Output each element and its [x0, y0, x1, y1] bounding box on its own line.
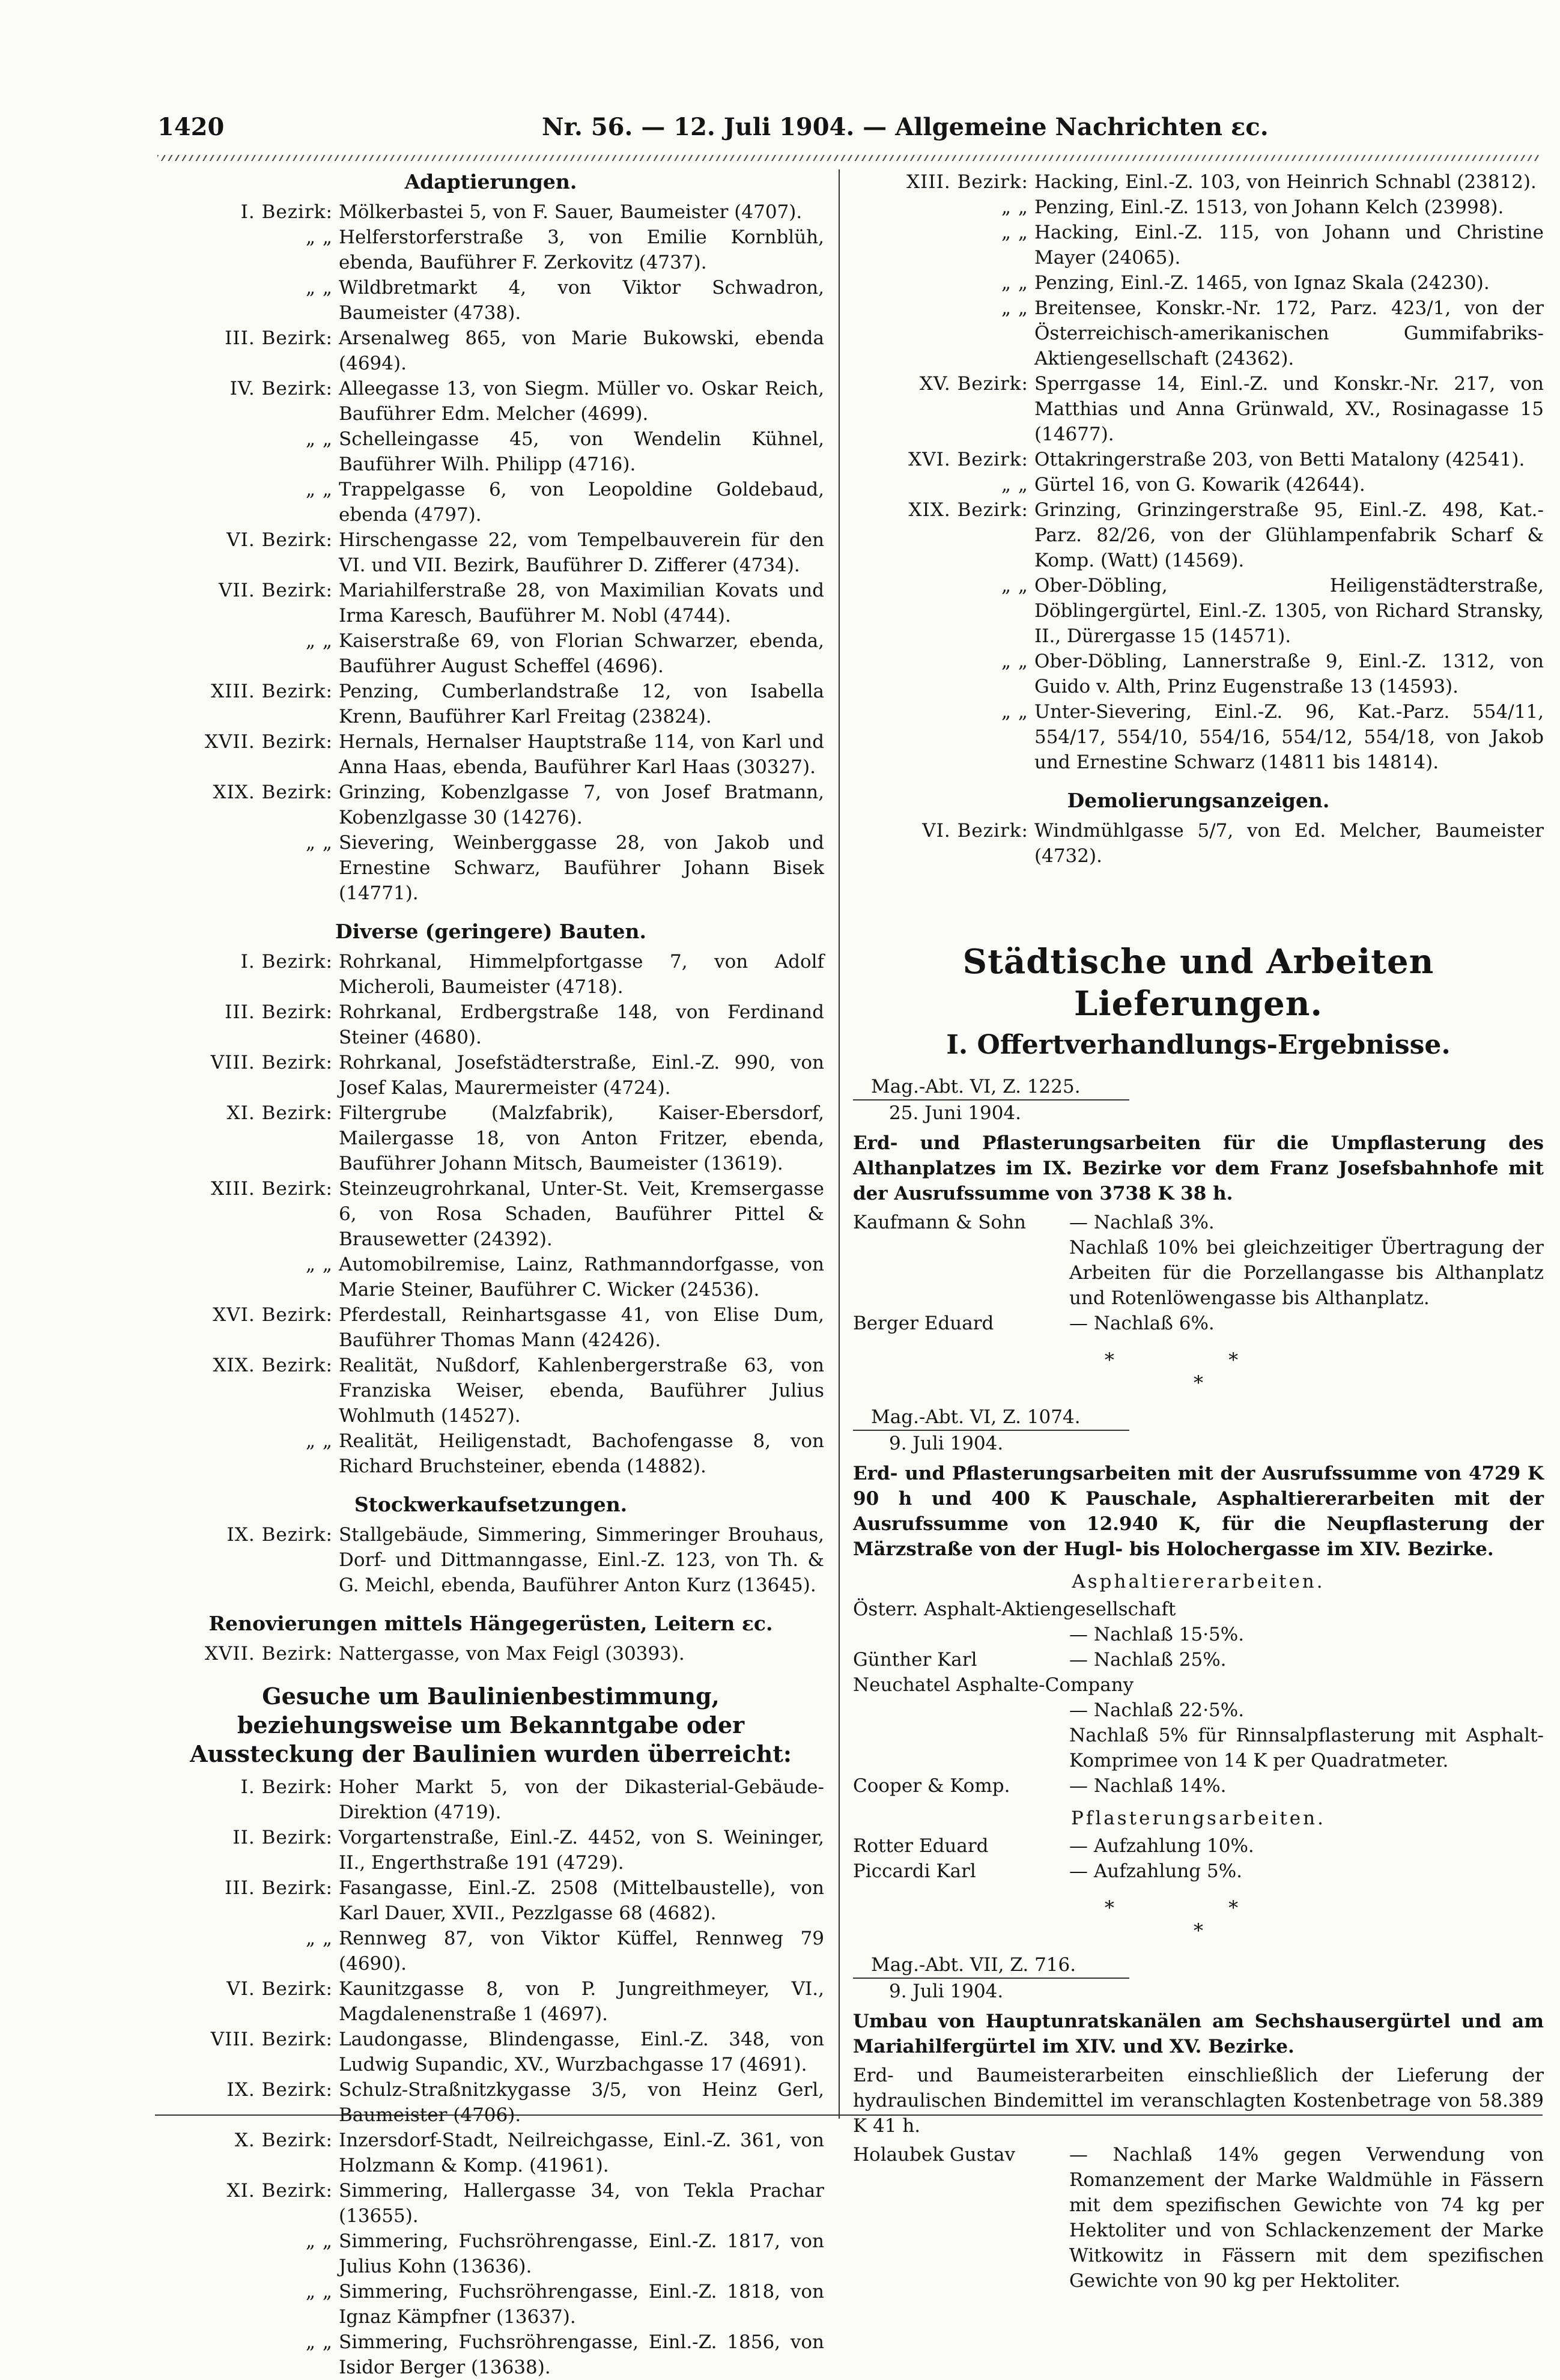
entry-row	[157, 830, 824, 906]
district-label: „ „	[1001, 297, 1028, 319]
entry-row	[157, 1875, 824, 1926]
entry-row	[853, 472, 1544, 497]
block3-firms	[853, 2142, 1544, 2293]
entry-row	[157, 780, 824, 830]
entry-row	[157, 1302, 824, 1353]
entry-text: Windmühlgasse 5/7, von Ed. Melcher, Baumeister (4732).	[1034, 820, 1544, 867]
district-label: VI. Bezirk:	[922, 820, 1028, 842]
firm-name	[853, 1235, 1069, 1311]
entry-row	[157, 679, 824, 729]
entry-row	[157, 275, 824, 326]
district-label: IX. Bezirk:	[226, 1524, 333, 1546]
entry-row	[157, 2279, 824, 2330]
entry-text: Kaiserstraße 69, von Florian Schwarzer, ebenda, Bauführer August Scheffel (4696).	[339, 630, 824, 677]
entry-row	[157, 477, 824, 527]
district-label: III. Bezirk:	[225, 327, 333, 349]
entry-row	[157, 1050, 824, 1100]
district-label: I. Bezirk:	[240, 201, 333, 223]
stockwerk-list	[157, 1522, 824, 1598]
entry-row	[157, 1522, 824, 1598]
entry-text: Sievering, Weinberggasse 28, von Jakob und Ernestine Schwarz, Bauführer Johann Bisek (14771).	[339, 832, 824, 904]
district-label: II. Bezirk:	[232, 1827, 333, 1848]
district-label: XV. Bezirk:	[919, 373, 1028, 395]
entry-text: Schelleingasse 45, von Wendelin Kühnel, Bauführer Wilh. Philipp (4716).	[339, 428, 824, 475]
entry-text: Penzing, Cumberlandstraße 12, von Isabella Krenn, Bauführer Karl Freitag (23824).	[339, 681, 824, 727]
entry-row	[157, 1976, 824, 2027]
firm-result: — Nachlaß 22·5%.	[1069, 1699, 1245, 1721]
entry-text: Gürtel 16, von G. Kowarik (42644).	[1034, 474, 1365, 496]
firm-result: — Nachlaß 14% gegen Verwendung von Romanzement der Marke Waldmühle in Fässern mit dem spezifischen Gewichte von 74 kg per Hektoliter und von Schlackenzement der Marke Witkowitz in Fässern mit dem spezifischen Gewichte von 90 kg per Hektoliter.	[1069, 2144, 1544, 2292]
firm-result: — Nachlaß 3%.	[1069, 1212, 1215, 1233]
firm-row	[853, 1773, 1544, 1799]
entry-row	[157, 1000, 824, 1050]
entry-row	[157, 1641, 824, 1666]
entry-text: Rohrkanal, Erdbergstraße 148, von Ferdinand Steiner (4680).	[339, 1001, 824, 1048]
district-label: „ „	[1001, 474, 1028, 496]
entry-text: Wildbretmarkt 4, von Viktor Schwadron, Baumeister (4738).	[339, 277, 824, 324]
entry-text: Grinzing, Kobenzlgasse 7, von Josef Bratmann, Kobenzlgasse 30 (14276).	[339, 782, 824, 828]
firm-row	[853, 1647, 1544, 1672]
entry-text: Mölkerbastei 5, von F. Sauer, Baumeister (4707).	[339, 201, 803, 223]
entry-text: Simmering, Fuchsröhrengasse, Einl.-Z. 1817, von Julius Kohn (13636).	[339, 2230, 824, 2277]
firm-name: Neuchatel Asphalte-Company	[853, 1674, 1134, 1696]
district-label: VIII. Bezirk:	[210, 2029, 333, 2050]
block1-description: Erd- und Pflasterungsarbeiten für die Umpflasterung des Althanplatzes im IX. Bezirke vor dem Franz Josefsbahnhofe mit der Ausrufssumme von 3738 K 38 h.	[853, 1132, 1544, 1204]
block3-ref: Mag.-Abt. VII, Z. 716.	[853, 1952, 1129, 1979]
entry-row	[157, 326, 824, 376]
section-title-stockwerk: Stockwerkaufsetzungen.	[354, 1493, 628, 1516]
entry-text: Nattergasse, von Max Feigl (30393).	[339, 1643, 685, 1665]
entry-text: Stallgebäude, Simmering, Simmeringer Brouhaus, Dorf- und Dittmanngasse, Einl.-Z. 123, von Th. & G. Meichl, ebenda, Bauführer Anton Kurz (13645).	[339, 1524, 824, 1596]
firm-name: Berger Eduard	[853, 1313, 994, 1334]
entry-row	[157, 2178, 824, 2229]
entry-text: Automobilremise, Lainz, Rathmanndorfgasse, von Marie Steiner, Bauführer C. Wicker (24536).	[339, 1254, 824, 1301]
entry-row	[157, 2229, 824, 2279]
renovierungen-list	[157, 1641, 824, 1666]
main-title: Städtische und Arbeiten Lieferungen.	[962, 942, 1434, 1024]
firm-name: Rotter Eduard	[853, 1835, 989, 1857]
firm-row	[853, 1698, 1544, 1723]
block3-date: 9. Juli 1904.	[889, 1981, 1004, 2002]
section-title-gesuche: Gesuche um Baulinienbestimmung, beziehungsweise um Bekanntgabe oder Aussteckung der Baulinien wurden überreicht:	[190, 1683, 792, 1767]
district-label: „ „	[306, 277, 333, 299]
entry-row	[157, 225, 824, 275]
entry-row	[157, 1353, 824, 1428]
page-header	[157, 113, 1398, 149]
entry-text: Rohrkanal, Himmelpfortgasse 7, von Adolf Micheroli, Baumeister (4718).	[339, 951, 824, 998]
entry-row	[853, 195, 1544, 220]
firm-result: — Nachlaß 14%.	[1069, 1775, 1227, 1797]
entry-row	[853, 573, 1544, 649]
block2-sub1: Asphaltiererarbeiten.	[1072, 1571, 1325, 1592]
district-label: X. Bezirk:	[234, 2130, 333, 2151]
entry-row	[157, 1252, 824, 1302]
firm-result	[1198, 1597, 1544, 1622]
entry-text: Realität, Nußdorf, Kahlenbergerstraße 63, von Franziska Weiser, ebenda, Bauführer Julius Wohlmuth (14527).	[339, 1355, 824, 1427]
entry-row	[853, 699, 1544, 775]
entry-text: Filtergrube (Malzfabrik), Kaiser-Ebersdorf, Mailergasse 18, von Anton Fritzer, ebenda, Bauführer Johann Mitsch, Baumeister (13619).	[339, 1102, 824, 1174]
block2-firms2	[853, 1833, 1544, 1884]
entry-row	[157, 1176, 824, 1252]
entry-text: Breitensee, Konskr.-Nr. 172, Parz. 423/1, von der Österreichisch-amerikanischen Gummifabriks-Aktiengesellschaft (24362).	[1034, 297, 1544, 369]
district-label: XIX. Bezirk:	[213, 1355, 333, 1376]
right-top-list	[853, 169, 1544, 775]
district-label: VI. Bezirk:	[226, 529, 333, 551]
entry-text: Laudongasse, Blindengasse, Einl.-Z. 348, von Ludwig Supandic, XV., Wurzbachgasse 17 (4691).	[339, 2029, 824, 2075]
entry-row	[157, 427, 824, 477]
firm-row	[853, 1311, 1544, 1336]
firm-result: — Nachlaß 6%.	[1069, 1313, 1215, 1334]
entry-row	[157, 1774, 824, 1825]
district-label: VII. Bezirk:	[218, 580, 333, 601]
section-title-demolierung: Demolierungsanzeigen.	[1067, 789, 1330, 812]
diverse-list	[157, 949, 824, 1479]
district-label: IV. Bezirk:	[229, 378, 333, 399]
district-label: XIII. Bezirk:	[211, 681, 333, 702]
district-label: „ „	[306, 479, 333, 500]
entry-row	[157, 729, 824, 780]
block2-description: Erd- und Pflasterungsarbeiten mit der Ausrufssumme von 4729 K 90 h und 400 K Pauschale, Asphaltiererarbeiten mit der Ausrufssumme von 12.940 K, für die Neupflasterung der Märzstraße von der Hugl- bis Holochergasse im XIV. Bezirke.	[853, 1463, 1544, 1560]
district-label: „ „	[1001, 222, 1028, 243]
entry-text: Ottakringerstraße 203, von Betti Matalony (42541).	[1034, 449, 1525, 470]
firm-row	[853, 1622, 1544, 1647]
block1-date: 25. Juni 1904.	[889, 1102, 1022, 1124]
firm-result	[1198, 1672, 1544, 1698]
header-rule	[157, 155, 1539, 161]
firm-name: Österr. Asphalt-Aktiengesellschaft	[853, 1598, 1176, 1620]
district-label: IX. Bezirk:	[226, 2079, 333, 2101]
district-label: „ „	[1001, 651, 1028, 672]
district-label: XIX. Bezirk:	[908, 499, 1028, 521]
firm-row	[853, 1235, 1544, 1311]
entry-row	[157, 949, 824, 1000]
district-label: XIII. Bezirk:	[906, 171, 1028, 193]
entry-row	[853, 818, 1544, 869]
entry-text: Steinzeugrohrkanal, Unter-St. Veit, Kremsergasse 6, von Rosa Schaden, Bauführer Pittel & Brausewetter (24392).	[339, 1178, 824, 1250]
entry-row	[157, 376, 824, 427]
entry-row	[157, 1926, 824, 1976]
entry-text: Unter-Sievering, Einl.-Z. 96, Kat.-Parz. 554/11, 554/17, 554/10, 554/16, 554/12, 554/18, von Jakob und Ernestine Schwarz (14811 bis 14814).	[1034, 701, 1544, 773]
entry-text: Simmering, Fuchsröhrengasse, Einl.-Z. 1818, von Ignaz Kämpfner (13637).	[339, 2281, 824, 2328]
district-label: III. Bezirk:	[225, 1877, 333, 1899]
firm-result: — Nachlaß 15·5%.	[1069, 1624, 1245, 1645]
entry-row	[157, 1100, 824, 1176]
firm-name: Piccardi Karl	[853, 1860, 976, 1882]
firm-name	[853, 1622, 1069, 1647]
district-label: XI. Bezirk:	[226, 2180, 333, 2202]
firm-name: Kaufmann & Sohn	[853, 1212, 1027, 1233]
district-label: „ „	[1001, 575, 1028, 597]
firm-result: Nachlaß 10% bei gleichzeitiger Übertragung der Arbeiten für die Porzellangasse bis Althanplatz und Rotenlöwengasse bis Althanplatz.	[1069, 1237, 1544, 1309]
entry-text: Hacking, Einl.-Z. 115, von Johann und Christine Mayer (24065).	[1034, 222, 1544, 269]
district-label: XVII. Bezirk:	[204, 731, 333, 753]
section-title-adaptierungen: Adaptierungen.	[404, 170, 577, 193]
entry-text: Ober-Döbling, Lannerstraße 9, Einl.-Z. 1312, von Guido v. Alth, Prinz Eugenstraße 13 (14593).	[1034, 651, 1544, 697]
adaptierungen-list	[157, 199, 824, 906]
entry-text: Ober-Döbling, Heiligenstädterstraße, Döblingergürtel, Einl.-Z. 1305, von Richard Stransky, II., Dürergasse 15 (14571).	[1034, 575, 1544, 647]
entry-text: Simmering, Hallergasse 34, von Tekla Prachar (13655).	[339, 2180, 824, 2227]
district-label: XI. Bezirk:	[226, 1102, 333, 1124]
entry-row	[157, 2027, 824, 2077]
district-label: XVII. Bezirk:	[204, 1643, 333, 1665]
separator-stars: * *	[1104, 1349, 1293, 1371]
district-label: „ „	[306, 1430, 333, 1452]
block1-firms	[853, 1210, 1544, 1336]
firm-row	[853, 1833, 1544, 1859]
demolierung-list	[853, 818, 1544, 869]
entry-row	[853, 169, 1544, 195]
entry-text: Rohrkanal, Josefstädterstraße, Einl.-Z. 990, von Josef Kalas, Maurermeister (4724).	[339, 1052, 824, 1099]
entry-text: Kaunitzgasse 8, von P. Jungreithmeyer, VI., Magdalenenstraße 1 (4697).	[339, 1978, 824, 2025]
entry-text: Vorgartenstraße, Einl.-Z. 4452, von S. Weininger, II., Engerthstraße 191 (4729).	[339, 1827, 824, 1874]
entry-row	[157, 2330, 824, 2380]
entry-text: Pferdestall, Reinhartsgasse 41, von Elise Dum, Bauführer Thomas Mann (42426).	[339, 1304, 824, 1351]
entry-row	[157, 1825, 824, 1875]
firm-row	[853, 1723, 1544, 1773]
district-label: „ „	[1001, 701, 1028, 723]
separator-stars-2: * *	[1104, 1896, 1293, 1919]
district-label: „ „	[306, 428, 333, 450]
entry-text: Hernals, Hernalser Hauptstraße 114, von Karl und Anna Haas, ebenda, Bauführer Karl Haas (30327).	[339, 731, 824, 778]
firm-result: — Aufzahlung 5%.	[1069, 1860, 1243, 1882]
entry-row	[157, 628, 824, 679]
separator-star: *	[1194, 1371, 1203, 1394]
block2-firms1	[853, 1597, 1544, 1799]
district-label: VI. Bezirk:	[226, 1978, 333, 2000]
block2-sub2: Pflasterungsarbeiten.	[1071, 1808, 1326, 1829]
entry-row	[853, 649, 1544, 699]
entry-text: Fasangasse, Einl.-Z. 2508 (Mittelbaustelle), von Karl Dauer, XVII., Pezzlgasse 68 (4682).	[339, 1877, 824, 1924]
column-divider	[839, 169, 840, 2119]
entry-row	[157, 578, 824, 628]
right-column	[853, 169, 1544, 2293]
entry-text: Grinzing, Grinzingerstraße 95, Einl.-Z. 498, Kat.-Parz. 82/26, von der Glühlampenfabrik Scharf & Komp. (Watt) (14569).	[1034, 499, 1544, 571]
block1-ref: Mag.-Abt. VI, Z. 1225.	[853, 1074, 1129, 1100]
left-column	[157, 169, 824, 2380]
district-label: „ „	[306, 1254, 333, 1275]
entry-text: Inzersdorf-Stadt, Neilreichgasse, Einl.-Z. 361, von Holzmann & Komp. (41961).	[339, 2130, 824, 2176]
district-label: III. Bezirk:	[225, 1001, 333, 1023]
page-number: 1420	[157, 113, 225, 141]
district-label: „ „	[1001, 272, 1028, 294]
entry-row	[157, 199, 824, 225]
firm-name: Holaubek Gustav	[853, 2144, 1015, 2166]
district-label: XVI. Bezirk:	[213, 1304, 333, 1326]
entry-row	[853, 220, 1544, 270]
entry-text: Helferstorferstraße 3, von Emilie Kornblüh, ebenda, Bauführer F. Zerkovitz (4737).	[339, 226, 824, 273]
firm-result: — Aufzahlung 10%.	[1069, 1835, 1254, 1857]
district-label: „ „	[306, 1928, 333, 1949]
district-label: „ „	[306, 226, 333, 248]
entry-row	[853, 371, 1544, 447]
district-label: „ „	[306, 2281, 333, 2303]
firm-row	[853, 1859, 1544, 1884]
district-label: XVI. Bezirk:	[908, 449, 1028, 470]
entry-row	[157, 2077, 824, 2128]
block2-date: 9. Juli 1904.	[889, 1433, 1004, 1454]
entry-text: Penzing, Einl.-Z. 1465, von Ignaz Skala (24230).	[1034, 272, 1490, 294]
entry-text: Penzing, Einl.-Z. 1513, von Johann Kelch (23998).	[1034, 196, 1504, 218]
entry-row	[157, 527, 824, 578]
district-label: I. Bezirk:	[240, 951, 333, 973]
firm-result: — Nachlaß 25%.	[1069, 1649, 1227, 1671]
firm-name: Günther Karl	[853, 1649, 977, 1671]
entry-text: Alleegasse 13, von Siegm. Müller vo. Oskar Reich, Bauführer Edm. Melcher (4699).	[339, 378, 824, 425]
entry-row	[853, 497, 1544, 573]
firm-row	[853, 2142, 1544, 2293]
gesuche-list	[157, 1774, 824, 2380]
entry-text: Rennweg 87, von Viktor Küffel, Rennweg 79 (4690).	[339, 1928, 824, 1975]
entry-text: Schulz-Straßnitzkygasse 3/5, von Heinz Gerl, Baumeister (4706).	[339, 2079, 824, 2126]
entry-row	[853, 447, 1544, 472]
firm-name: Cooper & Komp.	[853, 1775, 1010, 1797]
entry-text: Trappelgasse 6, von Leopoldine Goldebaud, ebenda (4797).	[339, 479, 824, 526]
entry-text: Realität, Heiligenstadt, Bachofengasse 8, von Richard Bruchsteiner, ebenda (14882).	[339, 1430, 824, 1477]
firm-row	[853, 1597, 1544, 1622]
district-label: „ „	[306, 2230, 333, 2252]
district-label: XIII. Bezirk:	[211, 1178, 333, 1200]
entry-row	[157, 2128, 824, 2178]
district-label: I. Bezirk:	[240, 1776, 333, 1798]
entry-text: Hacking, Einl.-Z. 103, von Heinrich Schnabl (23812).	[1034, 171, 1537, 193]
firm-row	[853, 1672, 1544, 1698]
block3-paragraph: Erd- und Baumeisterarbeiten einschließlich der Lieferung der hydraulischen Bindemittel im veranschlagten Kostenbetrage von 58.389 K 41 h.	[853, 2065, 1544, 2137]
separator-star-2: *	[1194, 1919, 1203, 1942]
district-label: VIII. Bezirk:	[210, 1052, 333, 1073]
block2-ref: Mag.-Abt. VI, Z. 1074.	[853, 1404, 1129, 1431]
district-label: XIX. Bezirk:	[213, 782, 333, 803]
district-label: „ „	[306, 832, 333, 854]
section-title-diverse: Diverse (geringere) Bauten.	[335, 920, 646, 943]
entry-row	[853, 270, 1544, 296]
header-title: Nr. 56. — 12. Juli 1904. — Allgemeine Nachrichten ɛc.	[542, 113, 1269, 141]
section-title-renovierungen: Renovierungen mittels Hängegerüsten, Leitern ɛc.	[208, 1612, 773, 1635]
entry-text: Arsenalweg 865, von Marie Bukowski, ebenda (4694).	[339, 327, 824, 374]
district-label: „ „	[306, 2331, 333, 2353]
firm-name	[853, 1698, 1069, 1723]
block3-description: Umbau von Hauptunratskanälen am Sechshausergürtel und am Mariahilfergürtel im XIV. und XV. Bezirke.	[853, 2011, 1544, 2057]
firm-result: Nachlaß 5% für Rinnsalpflasterung mit Asphalt-Komprimee von 14 K per Quadratmeter.	[1069, 1725, 1544, 1771]
entry-text: Simmering, Fuchsröhrengasse, Einl.-Z. 1856, von Isidor Berger (13638).	[339, 2331, 824, 2378]
entry-text: Hoher Markt 5, von der Dikasterial-Gebäude-Direktion (4719).	[339, 1776, 824, 1823]
entry-row	[157, 1428, 824, 1479]
entry-text: Sperrgasse 14, Einl.-Z. und Konskr.-Nr. 217, von Matthias und Anna Grünwald, XV., Rosinagasse 15 (14677).	[1034, 373, 1544, 445]
entry-text: Mariahilferstraße 28, von Maximilian Kovats und Irma Karesch, Bauführer M. Nobl (4744).	[339, 580, 824, 627]
district-label: „ „	[1001, 196, 1028, 218]
entry-row	[853, 296, 1544, 371]
sub-title: I. Offertverhandlungs-Ergebnisse.	[946, 1030, 1451, 1060]
firm-row	[853, 1210, 1544, 1235]
district-label: „ „	[306, 630, 333, 652]
firm-name	[853, 1723, 1069, 1773]
entry-text: Hirschengasse 22, vom Tempelbauverein für den VI. und VII. Bezirk, Bauführer D. Zifferer (4734).	[339, 529, 824, 576]
